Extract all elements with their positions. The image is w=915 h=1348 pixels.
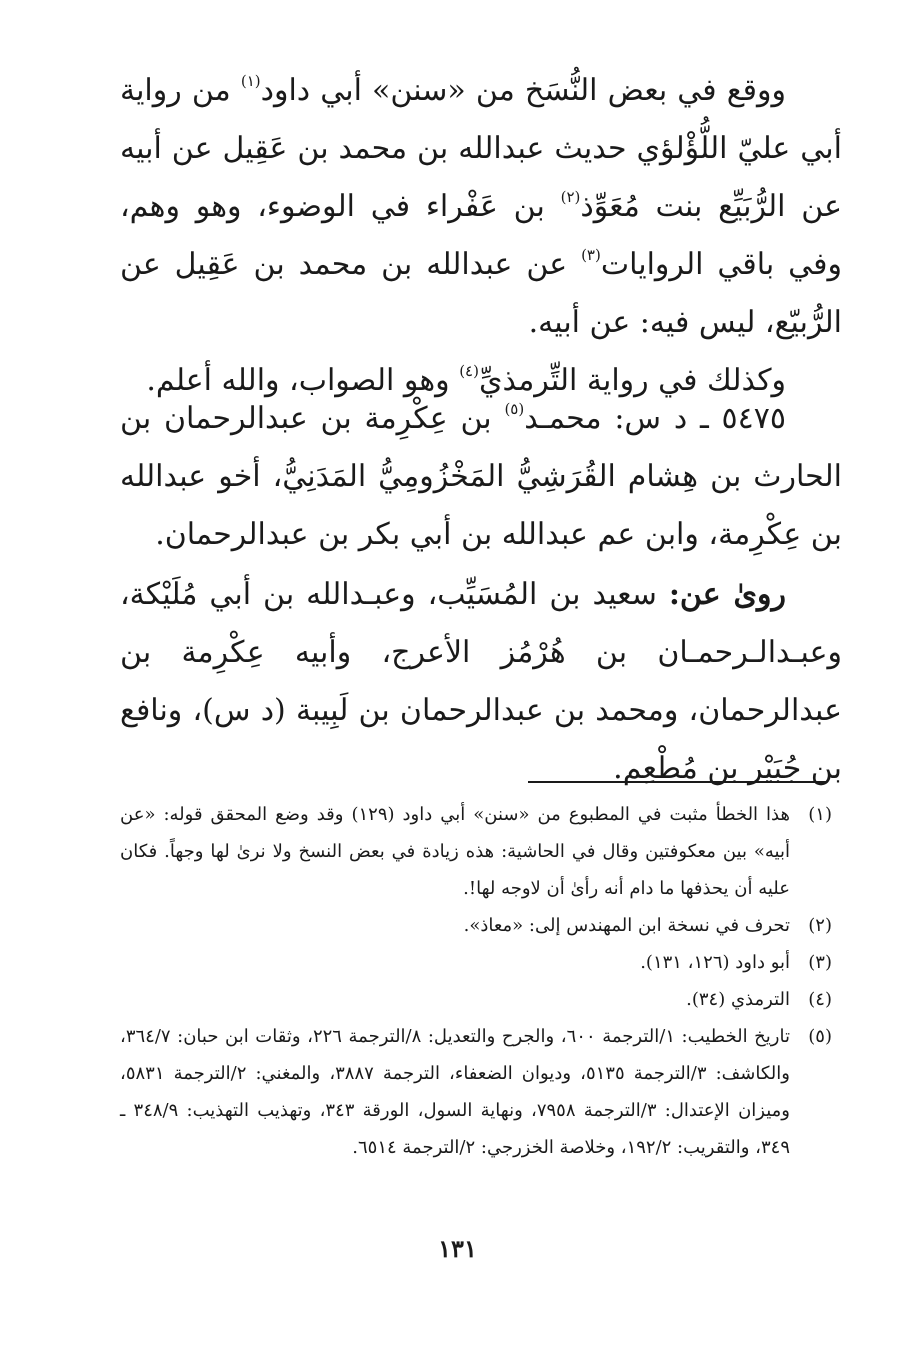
footnote-number: (٢) xyxy=(808,915,832,936)
footnote-ref-3[interactable]: (٣) xyxy=(581,246,601,264)
narrated-from-label: روىٰ عن: xyxy=(668,577,786,612)
main-text-block-narrators xyxy=(120,566,842,798)
footnotes-section xyxy=(120,796,832,1166)
footnote-text: هذا الخطأ مثبت في المطبوع من «سنن» أبي داود (١٢٩) وقد وضع المحقق قوله: «عن أبيه» بين معكوفتين وقال في الحاشية: هذه زيادة في بعض النسخ ولا نرىٰ لها وجهاً. فكان عليه أن يحذفها ما دام أنه رأىٰ أن لاوجه لها!. xyxy=(120,804,790,899)
text-run: ووقع في بعض النُّسَخ من «سنن» أبي داود xyxy=(260,73,786,108)
footnote-ref-2[interactable]: (٢) xyxy=(560,188,581,206)
footnote-5 xyxy=(120,1018,832,1166)
footnote-3 xyxy=(120,944,832,981)
footnote-number: (٤) xyxy=(808,989,832,1010)
footnote-ref-1[interactable]: (١) xyxy=(240,72,261,90)
text-run: من رواية أبي عليّ اللُّؤْلؤي حديث عبدالله بن محمد بن عَقِيل عن أبيه عن الرُّبَيِّع بنت مُعَوِّذ xyxy=(120,73,842,224)
footnote-2 xyxy=(120,907,832,944)
footnote-ref-4[interactable]: (٤) xyxy=(459,362,479,380)
text-run: سعيد بن المُسَيِّب، وعبـدالله بن أبي مُلَيْكة، وعبـدالـرحمـان بن هُرْمُز الأعرج، وأبيه عِكْرِمة بن عبدالرحمان، ومحمد بن عبدالرحمان بن لَبِيبة (د س)، ونافع بن جُبَيْر بن مُطْعِم. xyxy=(120,577,842,786)
paragraph-narrated-from xyxy=(120,566,842,798)
main-text-block-entry xyxy=(120,390,842,564)
footnote-ref-5[interactable]: (٥) xyxy=(504,400,525,418)
footnote-number: (١) xyxy=(808,804,832,825)
footnote-4 xyxy=(120,981,832,1018)
text-run: وهو الصواب، والله أعلم. xyxy=(146,363,460,398)
main-text-block-note xyxy=(120,62,842,410)
paragraph-note xyxy=(120,62,842,352)
footnote-number: (٥) xyxy=(808,1026,832,1047)
text-run: عن عبدالله بن محمد بن عَقِيل عن الرُّبيّع، ليس فيه: عن أبيه. xyxy=(120,247,842,340)
paragraph-entry-heading xyxy=(120,390,842,564)
footnote-text: تاريخ الخطيب: ١/الترجمة ٦٠٠، والجرح والتعديل: ٨/الترجمة ٢٢٦، وثقات ابن حبان: ٣٦٤/٧، والكاشف: ٣/الترجمة ٥١٣٥، وديوان الضعفاء، الترجمة ٣٨٨٧، والمغني: ٢/الترجمة ٥٨٣١، وميزان الإعتدال: ٣/الترجمة ٧٩٥٨، ونهاية السول، الورقة ٣٤٣، وتهذيب التهذيب: ٣٤٨/٩ ـ ٣٤٩، والتقريب: ١٩٢/٢، وخلاصة الخزرجي: ٢/الترجمة ٦٥١٤. xyxy=(120,1026,790,1158)
footnote-text: الترمذي (٣٤). xyxy=(686,989,790,1010)
footnote-separator xyxy=(528,781,826,783)
text-run: بن عِكْرِمة بن عبدالرحمان بن الحارث بن هِشام القُرَشِيُّ المَخْزُومِيُّ المَدَنِيُّ، أخو عبدالله بن عِكْرِمة، وابن عم عبدالله بن أبي بكر بن عبدالرحمان. xyxy=(120,401,842,552)
footnote-number: (٣) xyxy=(808,952,832,973)
page-number: ١٣١ xyxy=(438,1234,477,1263)
entry-number-text: ٥٤٧٥ ـ د س: محمـد xyxy=(524,401,786,436)
text-run: بن عَفْراء في الوضوء، وهو وهم، وفي باقي الروايات xyxy=(120,189,842,282)
text-run: وكذلك في رواية التِّرمذيِّ xyxy=(478,363,786,398)
footnote-1 xyxy=(120,796,832,907)
footnote-text: أبو داود (١٢٦، ١٣١). xyxy=(640,952,790,973)
footnote-text: تحرف في نسخة ابن المهندس إلى: «معاذ». xyxy=(463,915,790,936)
